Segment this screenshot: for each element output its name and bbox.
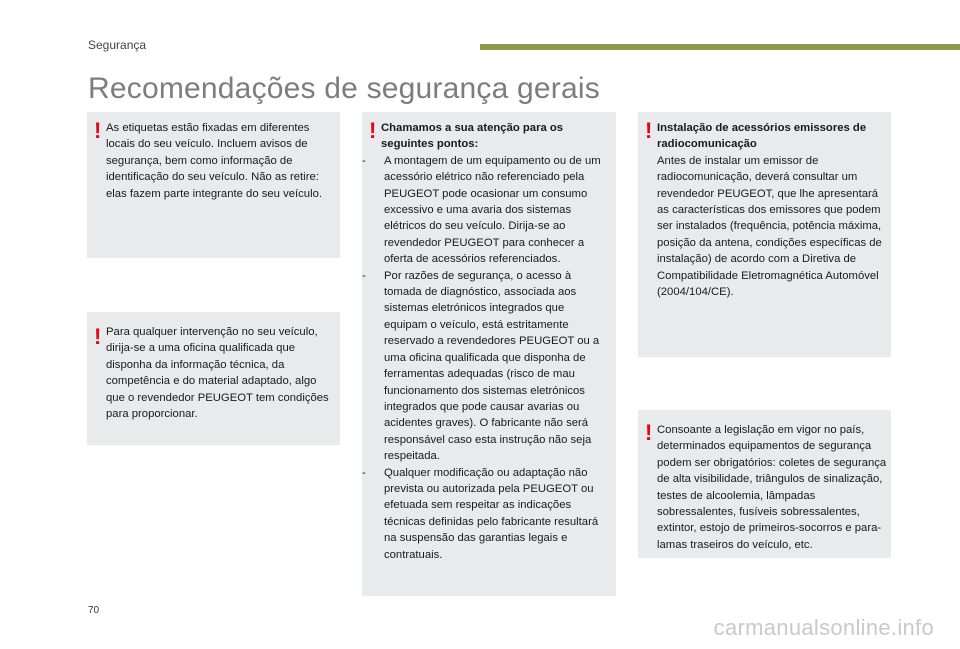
list-item-text: Qualquer modificação ou adaptação não prevista ou autorizada pela PEUGEOT ou efetuada sem respeitar as indicações técnicas definidas pelo fabricante resultará na suspensão das garantias legais e contratuais.	[384, 466, 599, 561]
warning-text: As etiquetas estão fixadas em diferentes locais do seu veículo. Incluem avisos de segurança, bem como informação de identificação do seu veículo. Não as retire: elas fazem parte integrante do seu veículo.	[106, 122, 323, 200]
warning-heading: Instalação de acessórios emissores de radiocomunicação	[657, 122, 867, 151]
warning-exclamation-icon: !	[369, 118, 377, 143]
warning-exclamation-icon: !	[94, 324, 102, 349]
page-number: 70	[88, 605, 100, 616]
page-title: Recomendações de segurança gerais	[88, 72, 600, 105]
list-item	[362, 153, 609, 268]
warning-exclamation-icon: !	[645, 118, 653, 143]
warning-content	[657, 120, 885, 300]
warning-list	[362, 120, 609, 563]
list-item-text: Por razões de segurança, o acesso à tomada de diagnóstico, associada aos sistemas eletrónicos integrados que equipam o veículo, está estritamente reservado a revendedores PEUGEOT ou a uma oficina qualificada que disponha de ferramentas adequadas (risco de mau funcionamento dos sistemas eletrónicos integrados que pode causar avarias ou acidentes graves). O fabricante não será responsável caso esta instrução não seja respeitada.	[384, 269, 600, 463]
list-dash: -	[362, 466, 366, 479]
warning-heading: Chamamos a sua atenção para os seguintes pontos:	[381, 122, 564, 151]
warning-text: Para qualquer intervenção no seu veículo, dirija-se a uma oficina qualificada que disponha da informação técnica, da competência e do material adaptado, algo que o revendedor PEUGEOT tem condições para proporcionar.	[106, 326, 329, 421]
list-item	[362, 268, 609, 465]
section-label: Segurança	[88, 38, 147, 52]
header-rule	[480, 44, 960, 50]
list-dash: -	[362, 269, 366, 282]
warning-box-labels	[87, 112, 340, 258]
watermark: carmanualsonline.info	[713, 615, 934, 640]
list-item	[362, 465, 609, 563]
list-item-text: A montagem de um equipamento ou de um acessório elétrico não referenciado pela PEUGEOT pode ocasionar um consumo excessivo e uma avaria dos sistemas elétricos do seu veículo. Dirija-se ao revendedor PEUGEOT para conhecer a oferta de acessórios referenciados.	[384, 154, 601, 266]
warning-text: Antes de instalar um emissor de radiocomunicação, deverá consultar um revendedor PEUGEOT, que lhe apresentará as características dos emissores que podem ser instalados (frequência, potência máxima, posição da antena, condições específicas de instalação) de acordo com a Diretiva de Compatibilidade Eletromagnética Automóvel (2004/104/CE).	[657, 154, 882, 299]
warning-exclamation-icon: !	[645, 420, 653, 445]
warning-box-accessories	[362, 112, 616, 596]
warning-box-radio-transmitters	[638, 112, 891, 357]
warning-box-workshop	[87, 312, 340, 445]
warning-exclamation-icon: !	[94, 118, 102, 143]
warning-box-mandatory-equipment	[638, 410, 891, 558]
list-dash: -	[362, 154, 366, 167]
warning-text: Consoante a legislação em vigor no país, determinados equipamentos de segurança podem ser obrigatórios: coletes de segurança de alta visibilidade, triângulos de sinalização, testes de alcoolemia, lâmpadas sobressalentes, fusíveis sobressalentes, extintor, estojo de primeiros-socorros e para-lamas traseiros do veículo, etc.	[657, 424, 887, 551]
